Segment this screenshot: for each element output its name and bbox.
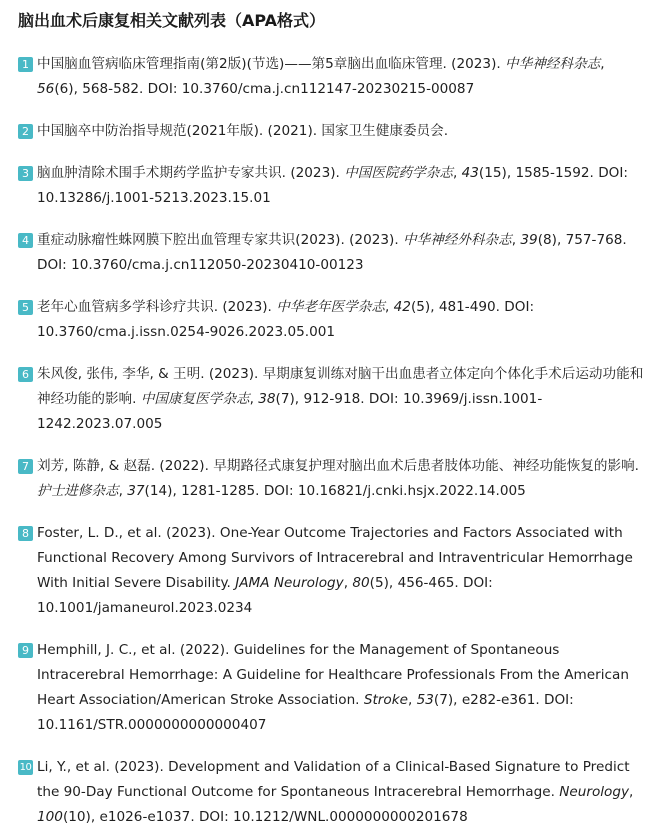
reference-item: 4 重症动脉瘤性蛛网膜下腔出血管理专家共识(2023). (2023). 中华神经外科杂志, 39(8), 757-768. DOI: 10.3760/cma.j.cn112050-20230410-00123 [18,228,648,278]
reference-text: 朱风俊, 张伟, 李华, & 王明. (2023). 早期康复训练对脑干出血患者立体定向个体化手术后运动功能和神经功能的影响. [37,366,644,407]
reference-number-badge: 5 [18,300,33,315]
reference-volume: 80 [352,575,370,591]
reference-volume: 39 [520,232,538,248]
reference-volume: 37 [127,483,145,499]
reference-item: 7 刘芳, 陈静, & 赵磊. (2022). 早期路径式康复护理对脑出血术后患者肢体功能、神经功能恢复的影响. 护士进修杂志, 37(14), 1281-1285. DOI: 10.16821/j.cnki.hsjx.2022.14.005 [18,454,648,504]
reference-pages-doi: , 1585-1592. DOI: 10.13286/j.1001-5213.2023.15.01 [37,165,628,206]
reference-text: Li, Y., et al. (2023). Development and Validation of a Clinical-Based Signature to Predict the 90-Day Functional Outcome for Spontaneous Intracerebral Hemorrhage. [37,759,630,800]
reference-journal: 中华老年医学杂志 [276,299,385,315]
reference-item: 10 Li, Y., et al. (2023). Development and Validation of a Clinical-Based Signature to Predict the 90-Day Functional Outcome for Spontaneous Intracerebral Hemorrhage. Neurology, 100(10), e1026-e1037. DOI: 10.1212/WNL.0000000000201678 [19,759,634,825]
reference-text: 重症动脉瘤性蛛网膜下腔出血管理专家共识(2023). (2023). [37,232,403,248]
reference-pages-doi: , 1281-1285. DOI: 10.16821/j.cnki.hsjx.2022.14.005 [172,483,526,499]
reference-issue: (6) [54,81,74,97]
reference-issue: (15) [478,165,507,181]
reference-item: 9 Hemphill, J. C., et al. (2022). Guidelines for the Management of Spontaneous Intracerebral Hemorrhage: A Guideline for Healthcare Professionals From the American Heart Association/American Stroke Association. Stroke, 53(7), e282-e361. DOI: 10.1161/STR.0000000000000407 [18,638,648,738]
reference-item: 3 脑血肿清除术围手术期药学监护专家共识. (2023). 中国医院药学杂志, 43(15), 1585-1592. DOI: 10.13286/j.1001-5213.2023.15.01 [18,161,648,211]
reference-text: Foster, L. D., et al. (2023). One-Year Outcome Trajectories and Factors Associated with Functional Recovery Among Survivors of Intracerebral and Intraventricular Hemorrhage With Initial Severe Disability. [37,525,633,591]
reference-volume: 100 [37,809,63,825]
reference-text: 中国脑血管病临床管理指南(第2版)(节选)——第5章脑出血临床管理. (2023). [37,56,506,72]
reference-journal: JAMA Neurology [235,575,344,591]
reference-volume: 38 [258,391,276,407]
reference-text: 刘芳, 陈静, & 赵磊. (2022). 早期路径式康复护理对脑出血术后患者肢体功能、神经功能恢复的影响. [37,458,639,474]
reference-issue: (10) [62,809,91,825]
reference-issue: (7) [433,692,454,708]
reference-item: 8 Foster, L. D., et al. (2023). One-Year Outcome Trajectories and Factors Associated with Functional Recovery Among Survivors of Intracerebral and Intraventricular Hemorrhage With Initial Severe Disability. JAMA Neurology, 80(5), 456-465. DOI: 10.1001/jamaneurol.2023.0234 [18,521,648,621]
reference-item [18,119,648,144]
reference-number-badge: 4 [18,233,33,248]
reference-text: 老年心血管病多学科诊疗共识. (2023). [37,299,277,315]
reference-pages-doi: , 481-490. DOI: 10.3760/cma.j.issn.0254-9026.2023.05.001 [37,299,535,340]
reference-number-badge: 8 [18,526,33,541]
reference-pages-doi: , e1026-e1037. DOI: 10.1212/WNL.0000000000201678 [90,809,468,825]
reference-item: 5 老年心血管病多学科诊疗共识. (2023). 中华老年医学杂志, 42(5), 481-490. DOI: 10.3760/cma.j.issn.0254-9026.2023.05.001 [18,295,648,345]
reference-volume: 53 [416,692,434,708]
reference-number-badge: 6 [18,367,33,382]
reference-number-badge: 10 [19,762,32,773]
reference-pages-doi: , 456-465. DOI: 10.1001/jamaneurol.2023.0234 [37,575,493,616]
reference-item: 1 中国脑血管病临床管理指南(第2版)(节选)——第5章脑出血临床管理. (2023). 中华神经科杂志, 56(6), 568-582. DOI: 10.3760/cma.j.cn112147-20230215-00087 [18,52,648,102]
reference-pages-doi: , 757-768. DOI: 10.3760/cma.j.cn112050-20230410-00123 [37,232,627,273]
reference-journal: 中华神经科杂志 [505,56,601,72]
reference-journal: 护士进修杂志 [37,483,119,499]
reference-volume: 43 [461,165,479,181]
reference-number-badge: 7 [18,459,33,474]
reference-number-badge: 2 [18,124,33,139]
reference-text: 脑血肿清除术围手术期药学监护专家共识. (2023). [37,165,345,181]
reference-volume: 42 [393,299,411,315]
reference-text: Hemphill, J. C., et al. (2022). Guidelines for the Management of Spontaneous Intracerebral Hemorrhage: A Guideline for Healthcare Professionals From the American Heart Association/American Stroke Association. [37,642,629,708]
reference-journal: 中国医院药学杂志 [344,165,453,181]
reference-issue: (8) [537,232,557,248]
reference-issue: (14) [144,483,173,499]
reference-journal: Stroke [363,692,408,708]
reference-issue: (5) [410,299,431,315]
reference-number-badge: 1 [18,57,33,72]
reference-issue: (5) [369,575,389,591]
page-title: 脑出血术后康复相关文献列表（APA格式） [18,11,326,30]
reference-pages-doi: , 912-918. DOI: 10.3969/j.issn.1001-1242.2023.07.005 [37,391,543,432]
reference-number-badge: 9 [18,643,33,658]
reference-item: 6 朱风俊, 张伟, 李华, & 王明. (2023). 早期康复训练对脑干出血患者立体定向个体化手术后运动功能和神经功能的影响. 中国康复医学杂志, 38(7), 912-918. DOI: 10.3969/j.issn.1001-1242.2023.07.005 [18,362,648,437]
reference-list [18,52,648,830]
reference-journal: 中国康复医学杂志 [140,391,250,407]
reference-journal: Neurology [559,784,630,800]
reference-volume: 56 [37,81,55,97]
reference-issue: (7) [275,391,295,407]
reference-number-badge: 3 [18,166,33,181]
reference-pages-doi: , e282-e361. DOI: 10.1161/STR.0000000000000407 [37,692,574,733]
reference-pages-doi: , 568-582. DOI: 10.3760/cma.j.cn112147-20230215-00087 [73,81,475,97]
reference-text: 中国脑卒中防治指导规范(2021年版). (2021). 国家卫生健康委员会. [37,123,449,139]
reference-journal: 中华神经外科杂志 [402,232,512,248]
